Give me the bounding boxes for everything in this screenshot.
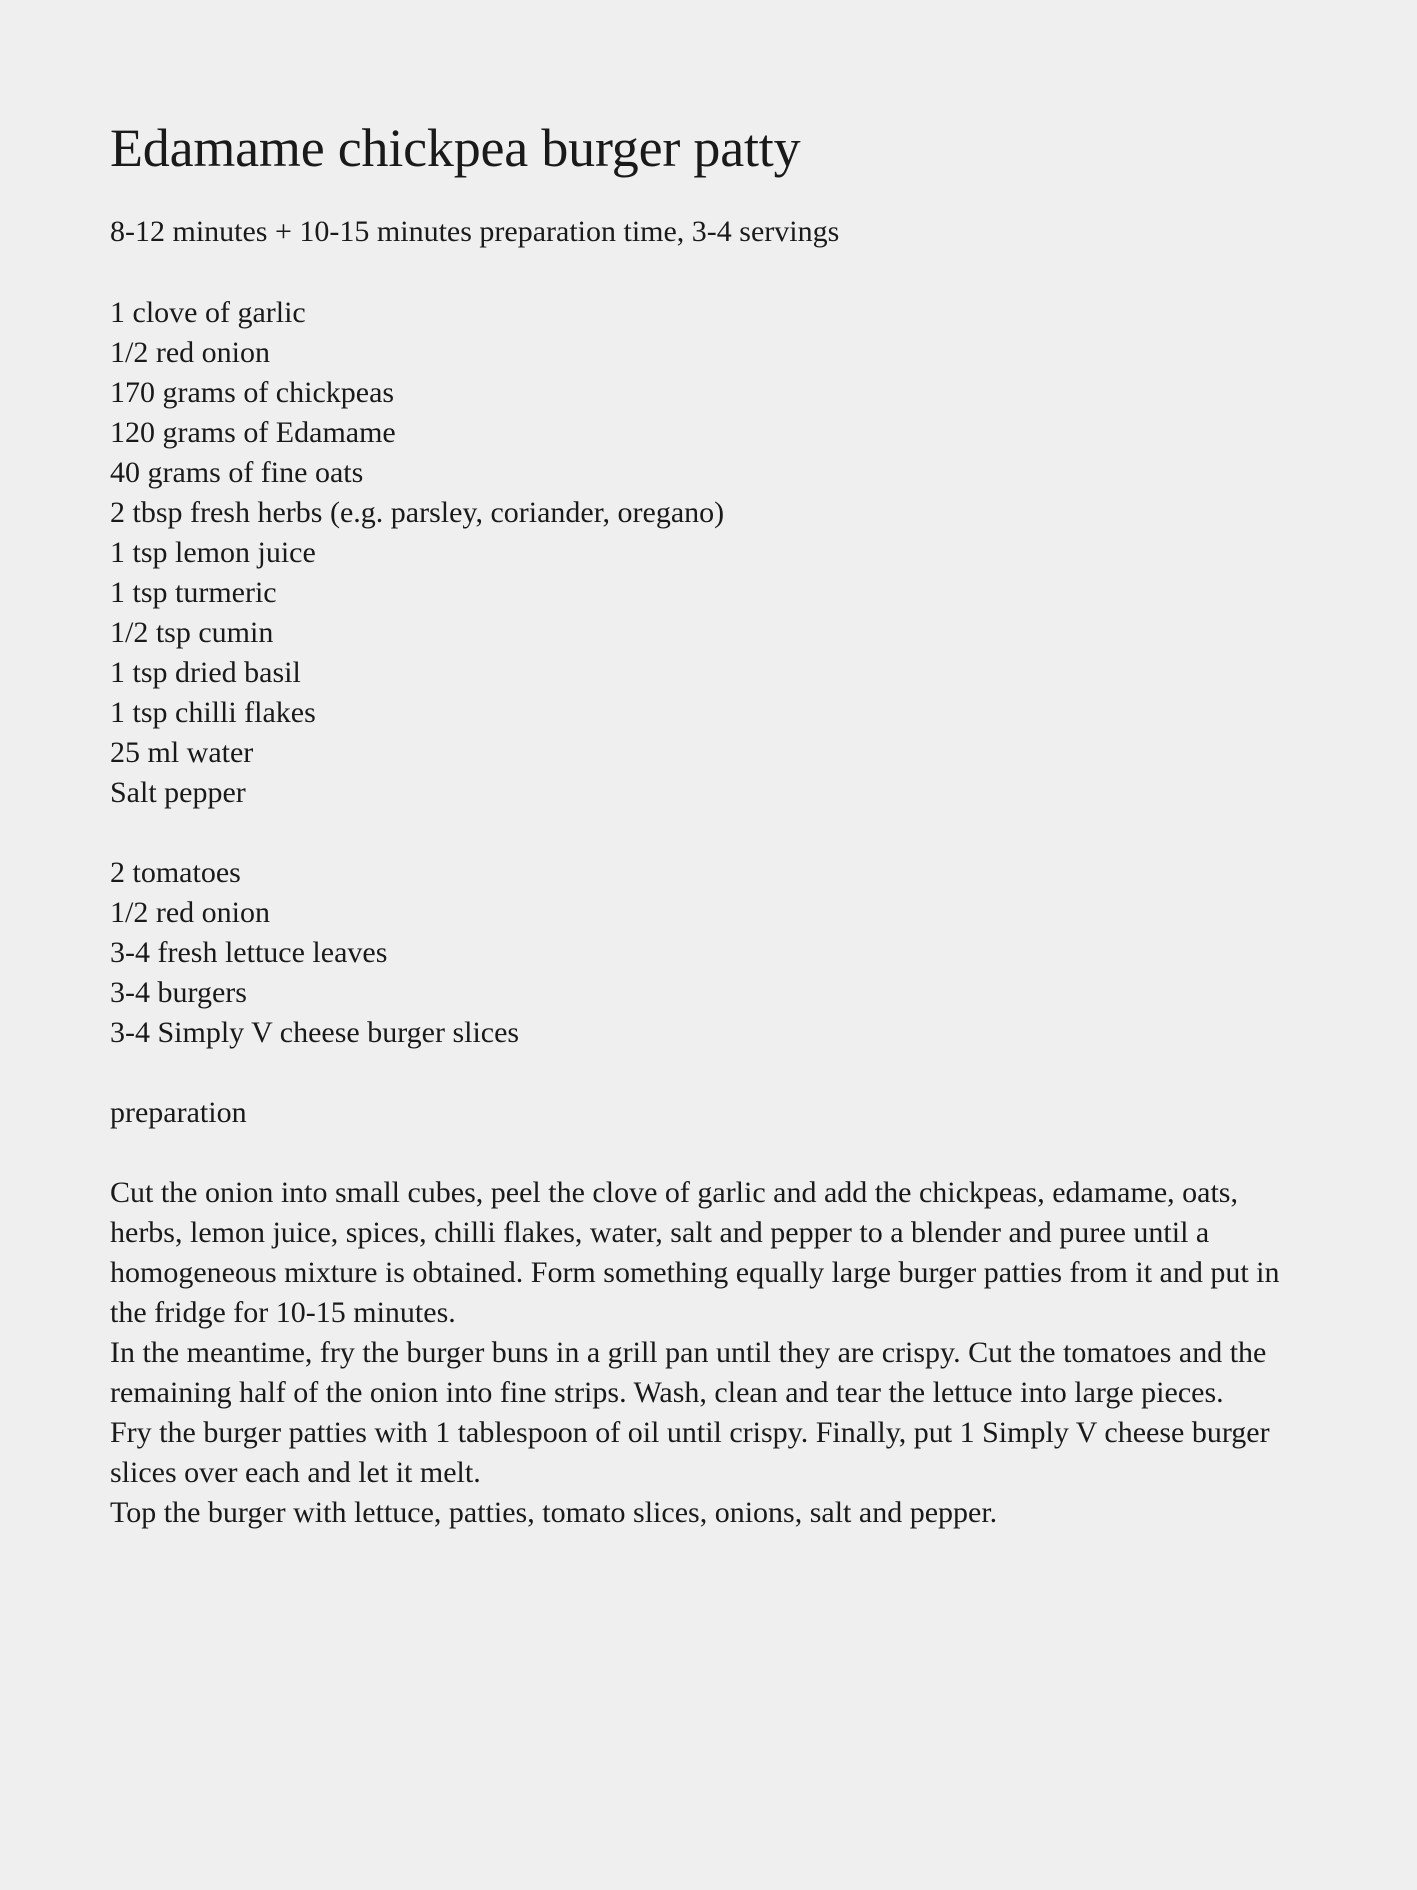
ingredient-item: 170 grams of chickpeas [110,376,395,409]
ingredient-item: 1 tsp turmeric [110,576,277,609]
ingredient-item: 2 tbsp fresh herbs (e.g. parsley, coriander, oregano) [110,496,725,529]
ingredient-item: 1 tsp dried basil [110,656,301,689]
preparation-step: Cut the onion into small cubes, peel the clove of garlic and add the chickpeas, edamame, oats, herbs, lemon juice, spices, chilli flakes, water, salt and pepper to a blender and puree until a homogeneous mixture is obtained. Form something equally large burger patties from it and put in the fridge for 10-15 minutes. [110,1176,1280,1329]
recipe-meta: 8-12 minutes + 10-15 minutes preparation time, 3-4 servings [110,215,840,248]
ingredient-item: 1/2 tsp cumin [110,616,274,649]
ingredient-item: 1 tsp chilli flakes [110,696,316,729]
ingredient-item: 1 clove of garlic [110,296,306,329]
ingredient-item: 3-4 fresh lettuce leaves [110,936,388,969]
ingredient-item: 1/2 red onion [110,336,270,369]
preparation-step: Top the burger with lettuce, patties, tomato slices, onions, salt and pepper. [110,1496,998,1529]
ingredient-item: 120 grams of Edamame [110,416,396,449]
ingredient-item: 40 grams of fine oats [110,456,364,489]
ingredient-list-patty [110,293,724,813]
preparation-heading: preparation [110,1096,247,1129]
ingredient-item: 2 tomatoes [110,856,241,889]
ingredient-item: Salt pepper [110,776,246,809]
preparation-steps [110,1173,1307,1533]
ingredient-item: 3-4 burgers [110,976,247,1009]
preparation-step: Fry the burger patties with 1 tablespoon of oil until crispy. Finally, put 1 Simply V cheese burger slices over each and let it melt. [110,1416,1270,1489]
ingredient-item: 1/2 red onion [110,896,270,929]
ingredient-item: 1 tsp lemon juice [110,536,316,569]
page-title: Edamame chickpea burger patty [110,118,801,178]
ingredient-item: 3-4 Simply V cheese burger slices [110,1016,520,1049]
ingredient-item: 25 ml water [110,736,254,769]
ingredient-list-topping [110,853,519,1053]
preparation-step: In the meantime, fry the burger buns in a grill pan until they are crispy. Cut the tomatoes and the remaining half of the onion into fine strips. Wash, clean and tear the lettuce into large pieces. [110,1336,1267,1409]
